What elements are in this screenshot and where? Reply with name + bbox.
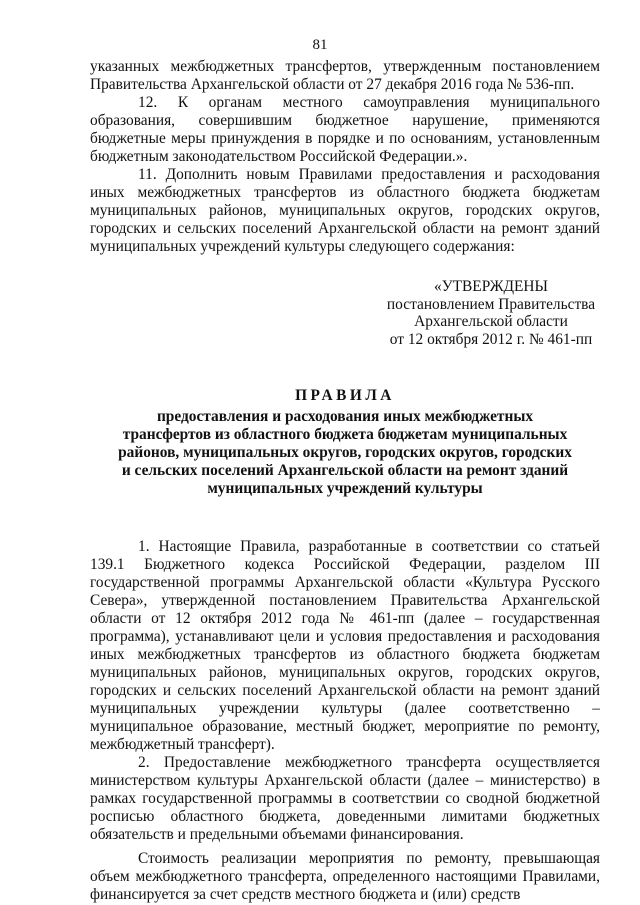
paragraph-rule-1: 1. Настоящие Правила, разработанные в соответствии со статьей 139.1 Бюджетного кодекса Российской Федерации, разделом III государственной программы Архангельской области «Культура Русского Севера», утвержденной постановлением Правительства Архангельской области от 12 октября 2012 года № 461-пп (далее – государственная программа), устанавливают цели и условия предоставления и расходования иных межбюджетных трансфертов из областного бюджета бюджетам муниципальных районов, муниципальных округов, городских округов, городских и сельских поселений Архангельской области на ремонт зданий муниципальных учреждении культуры (далее соответственно – муниципальное образование, местный бюджет, мероприятие по ремонту, межбюджетный трансферт). — [90, 538, 600, 753]
paragraph-rule-2: 2. Предоставление межбюджетного трансферта осуществляется министерством культуры Архангельской области (далее – министерство) в рамках государственной программы в соответствии со сводной бюджетной росписью областного бюджета, доведенными лимитами бюджетных обязательств и предельными объемами финансирования. — [90, 754, 600, 843]
subtitle-line: муниципальных учреждений культуры — [207, 480, 483, 497]
document-subtitle — [90, 408, 600, 498]
subtitle-line: предоставления и расходования иных межбюджетных — [156, 408, 534, 425]
paragraph-cost: Стоимость реализации мероприятия по ремонту, превышающая объем межбюджетного трансферта, определенного настоящими Правилами, финансируется за счет средств местного бюджета и (или) средств — [90, 850, 600, 903]
approval-stamp — [90, 278, 600, 348]
document-content — [90, 58, 600, 904]
approval-line: «УТВЕРЖДЕНЫ — [434, 278, 548, 295]
approval-line: от 12 октября 2012 г. № 461-пп — [389, 330, 593, 348]
paragraph-item-12: 12. К органам местного самоуправления муниципального образования, совершившим бюджетное нарушение, применяются бюджетные меры принуждения в порядке и по основаниям, установленным бюджетным законодательством Российской Федерации.». — [90, 94, 600, 165]
document-title: ПРАВИЛА — [295, 387, 395, 404]
subtitle-line: районов, муниципальных округов, городских округов, городских — [118, 444, 572, 461]
subtitle-line: трансфертов из областного бюджета бюджетам муниципальных — [122, 426, 568, 443]
paragraph-item-11: 11. Дополнить новым Правилами предоставления и расходования иных межбюджетных трансфертов из областного бюджета бюджетам муниципальных районов, муниципальных округов, городских округов, городских и сельских поселений Архангельской области на ремонт зданий муниципальных учреждений культуры следующего содержания: — [90, 166, 600, 255]
page-number: 81 — [312, 37, 328, 53]
approval-line: постановлением Правительства — [386, 295, 596, 313]
paragraph-continuation: указанных межбюджетных трансфертов, утвержденным постановлением Правительства Архангельской области от 27 декабря 2016 года № 536-пп. — [90, 58, 600, 93]
approval-line: Архангельской области — [414, 313, 568, 330]
subtitle-line: и сельских поселений Архангельской области на ремонт зданий — [121, 462, 569, 479]
